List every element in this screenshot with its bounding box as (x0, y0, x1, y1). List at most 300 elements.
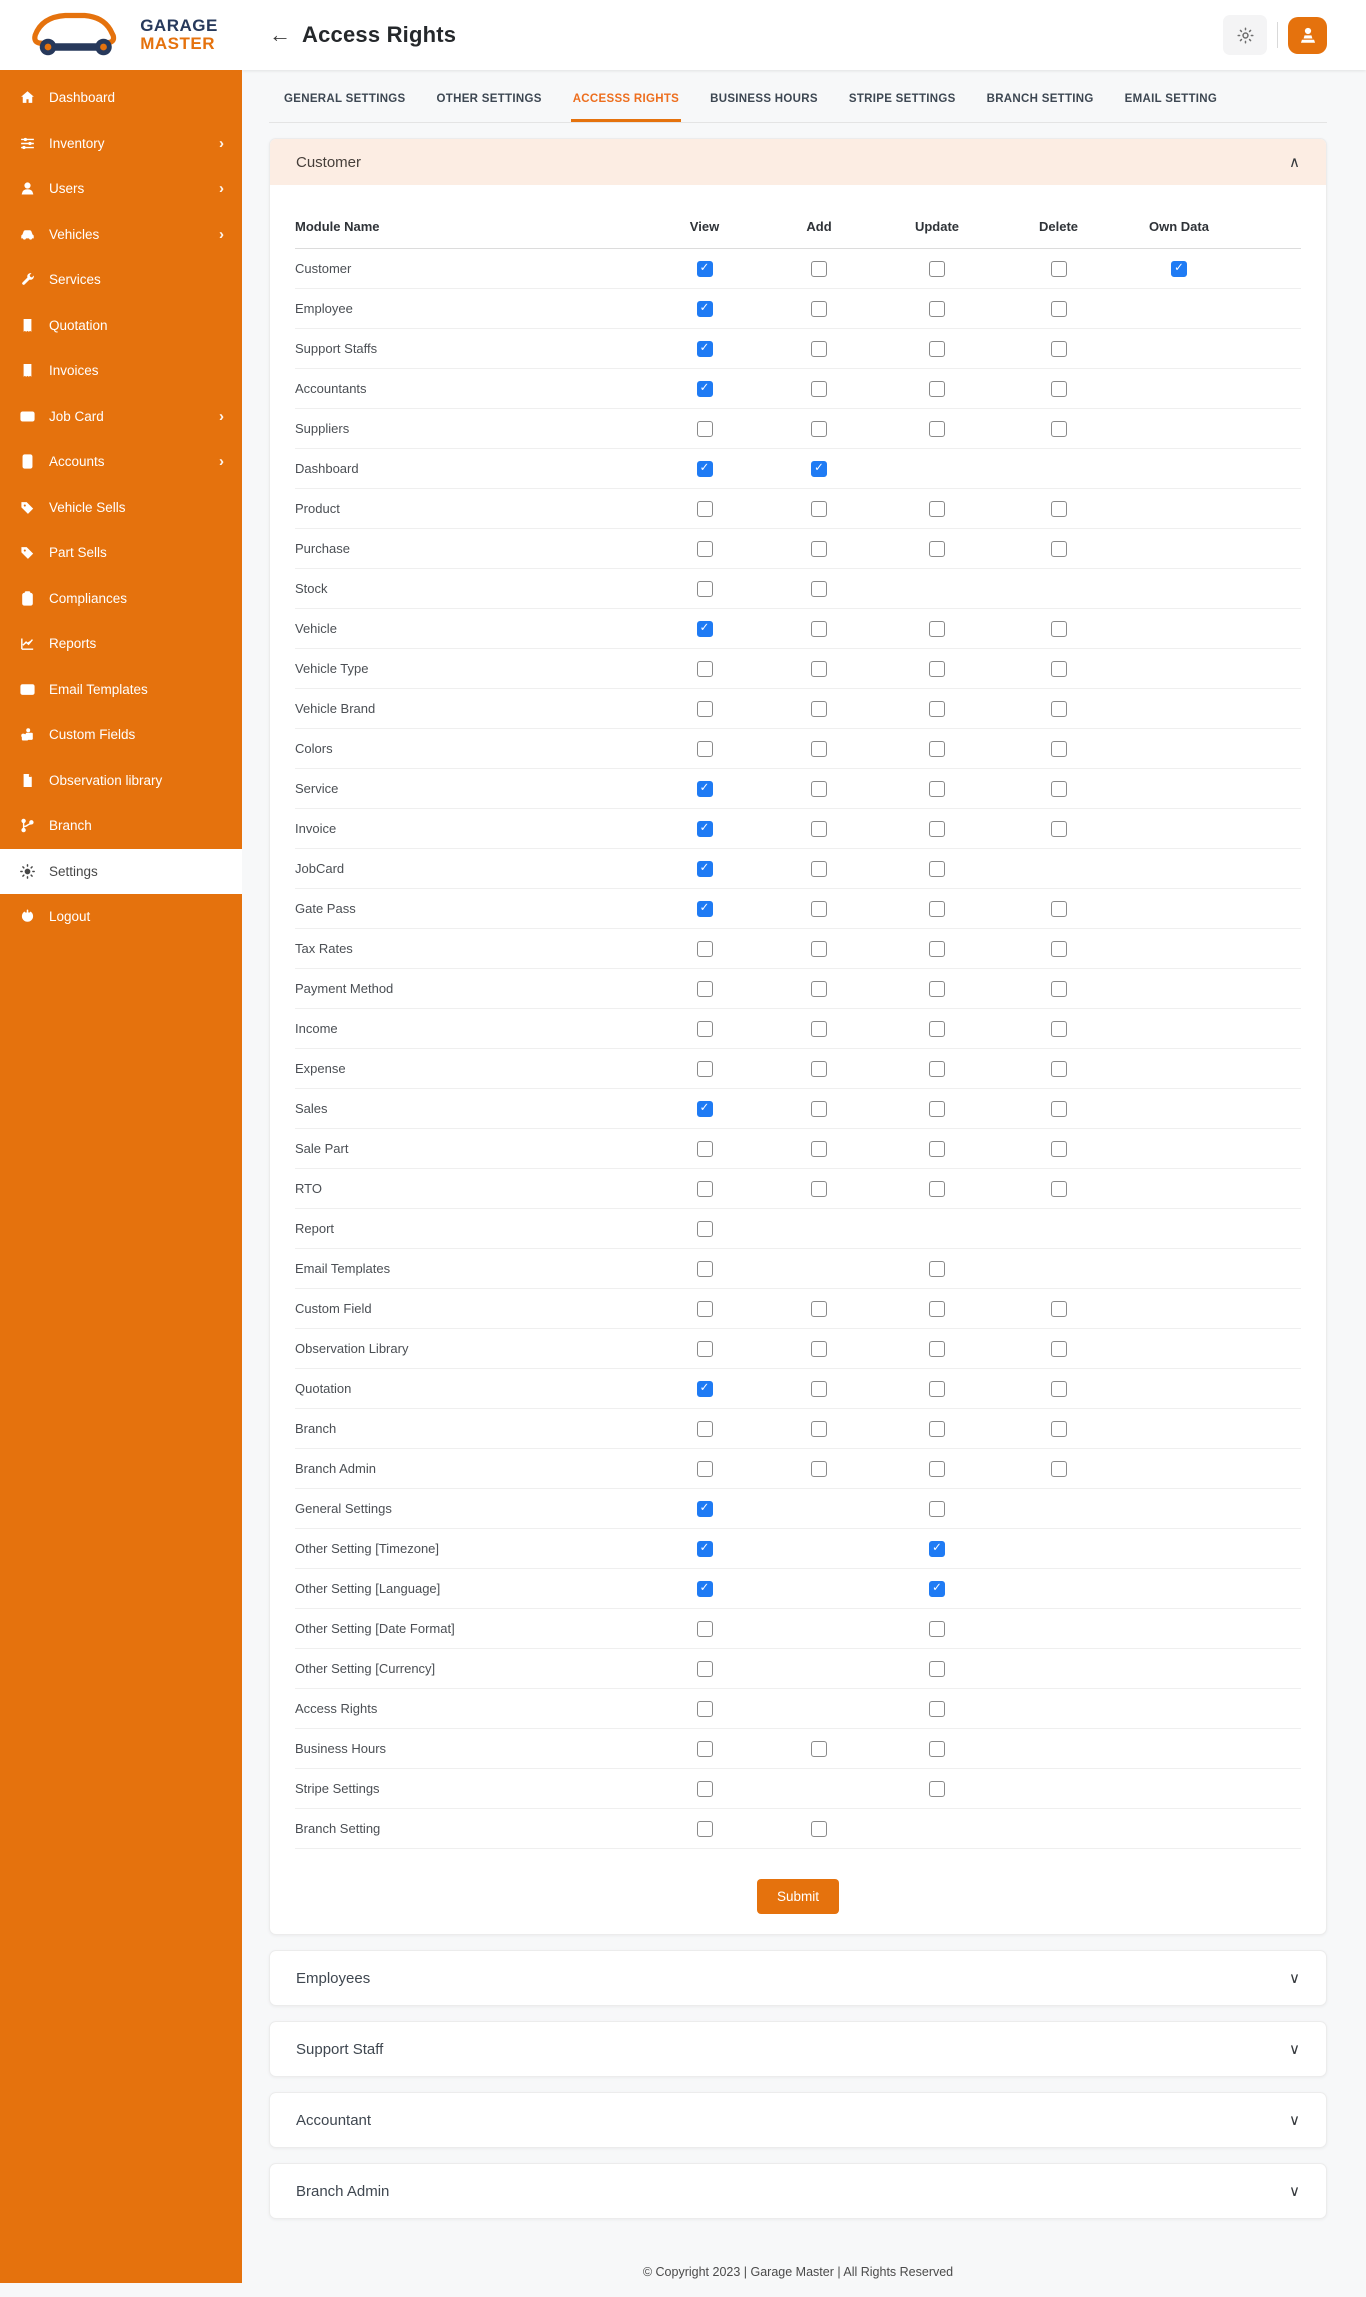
checkbox-add[interactable] (811, 301, 827, 317)
tab-business-hours[interactable]: BUSINESS HOURS (710, 93, 818, 105)
checkbox-view[interactable] (697, 1661, 713, 1677)
cell-view (647, 461, 762, 477)
checkbox-delete[interactable] (1051, 1141, 1067, 1157)
cell-update (876, 701, 998, 717)
cell-update (876, 341, 998, 357)
checkbox-delete[interactable] (1051, 541, 1067, 557)
chevron-down-icon: ∨ (1289, 1970, 1300, 1987)
sidebar-item-part-sells[interactable] (0, 530, 242, 576)
table-row-custom-field (295, 1289, 1301, 1329)
checkbox-update[interactable] (929, 981, 945, 997)
doc-icon (18, 771, 36, 789)
checkbox-delete[interactable] (1051, 941, 1067, 957)
checkbox-delete[interactable] (1051, 421, 1067, 437)
sidebar-item-email-templates[interactable] (0, 667, 242, 713)
checkbox-view[interactable] (697, 1741, 713, 1757)
checkbox-add[interactable] (811, 821, 827, 837)
cell-update (876, 1541, 998, 1557)
cell-update (876, 1301, 998, 1317)
sidebar-item-invoices[interactable] (0, 348, 242, 394)
table-row-jobcard (295, 849, 1301, 889)
cell-view (647, 421, 762, 437)
checkbox-view[interactable]: ✓ (697, 1581, 713, 1597)
checkbox-add[interactable] (811, 261, 827, 277)
cell-add (762, 781, 876, 797)
module-name: Other Setting [Timezone] (295, 1541, 440, 1556)
topbar (242, 0, 1366, 70)
table-row-stock (295, 569, 1301, 609)
accordion-title: Branch Admin (296, 2182, 390, 2200)
cell-update (876, 901, 998, 917)
checkbox-update[interactable] (929, 1061, 945, 1077)
checkbox-update[interactable] (929, 301, 945, 317)
checkbox-view[interactable] (697, 1821, 713, 1837)
table-row-vehicle-type (295, 649, 1301, 689)
settings-gear-button[interactable] (1223, 15, 1267, 55)
module-name: Support Staffs (295, 341, 378, 356)
checkbox-update[interactable] (929, 1741, 945, 1757)
sidebar-item-custom-fields[interactable] (0, 712, 242, 758)
cell-update (876, 261, 998, 277)
sidebar-item-observation-library[interactable] (0, 758, 242, 804)
checkbox-update[interactable] (929, 701, 945, 717)
table-row-branch (295, 1409, 1301, 1449)
checkbox-delete[interactable] (1051, 661, 1067, 677)
checkbox-view[interactable] (697, 1621, 713, 1637)
checkbox-update[interactable] (929, 1341, 945, 1357)
footer (269, 2265, 1327, 2297)
cell-view (647, 1261, 762, 1277)
checkbox-update[interactable] (929, 421, 945, 437)
sidebar-item-logout[interactable] (0, 894, 242, 940)
checkbox-delete[interactable] (1051, 1341, 1067, 1357)
column-header-add: Add (806, 219, 832, 234)
checkbox-add[interactable] (811, 1381, 827, 1397)
cell-add (762, 301, 876, 317)
cell-view (647, 861, 762, 877)
tab-email-setting[interactable]: EMAIL SETTING (1124, 93, 1218, 105)
cell-add (762, 381, 876, 397)
checkbox-add[interactable] (811, 1421, 827, 1437)
sidebar-item-dashboard[interactable] (0, 75, 242, 121)
checkbox-view[interactable]: ✓ (697, 621, 713, 637)
brand-text (140, 17, 218, 53)
checkbox-delete[interactable] (1051, 381, 1067, 397)
checkbox-add[interactable] (811, 621, 827, 637)
cell-update (876, 1101, 998, 1117)
module-name: Purchase (295, 541, 350, 556)
cell-update (876, 621, 998, 637)
module-name: Other Setting [Currency] (295, 1661, 436, 1676)
cell-delete (998, 741, 1119, 757)
checkbox-add[interactable] (811, 541, 827, 557)
sidebar-item-settings[interactable] (0, 849, 242, 895)
checkbox-view[interactable]: ✓ (697, 781, 713, 797)
checkbox-delete[interactable] (1051, 1101, 1067, 1117)
checkbox-view[interactable]: ✓ (697, 301, 713, 317)
checkbox-add[interactable]: ✓ (811, 461, 827, 477)
cell-delete (998, 1341, 1119, 1357)
checkbox-view[interactable] (697, 941, 713, 957)
module-name: Business Hours (295, 1741, 387, 1756)
cell-add (762, 901, 876, 917)
module-name: Other Setting [Language] (295, 1581, 441, 1596)
module-name: Sale Part (295, 1141, 349, 1156)
module-name: Vehicle (295, 621, 337, 636)
cell-delete (998, 1061, 1119, 1077)
checkbox-view[interactable] (697, 981, 713, 997)
checkbox-update[interactable] (929, 501, 945, 517)
cell-update (876, 381, 998, 397)
checkbox-view[interactable] (697, 421, 713, 437)
checkbox-update[interactable] (929, 1101, 945, 1117)
sidebar-item-users[interactable] (0, 166, 242, 212)
checkbox-update[interactable]: ✓ (929, 1541, 945, 1557)
tab-branch-setting[interactable]: BRANCH SETTING (986, 93, 1094, 105)
checkbox-view[interactable] (697, 581, 713, 597)
cell-update (876, 1621, 998, 1637)
sidebar-item-label: Job Card (49, 408, 104, 424)
cell-delete (998, 541, 1119, 557)
checkbox-view[interactable]: ✓ (697, 1381, 713, 1397)
checkbox-view[interactable]: ✓ (697, 1541, 713, 1557)
sliders-icon (18, 134, 36, 152)
checkbox-delete[interactable] (1051, 781, 1067, 797)
tab-general-settings[interactable]: GENERAL SETTINGS (284, 93, 406, 105)
checkbox-add[interactable] (811, 1341, 827, 1357)
checkbox-view[interactable] (697, 1781, 713, 1797)
chevron-up-icon: ∧ (1289, 154, 1300, 171)
checkbox-update[interactable] (929, 1381, 945, 1397)
cell-update (876, 1781, 998, 1797)
chevron-down-icon: ∨ (1289, 2183, 1300, 2200)
checkbox-delete[interactable] (1051, 341, 1067, 357)
chevron-right-icon: › (219, 134, 224, 152)
checkbox-view[interactable]: ✓ (697, 381, 713, 397)
checkbox-add[interactable] (811, 861, 827, 877)
submit-button[interactable]: Submit (757, 1879, 839, 1914)
sidebar-item-label: Settings (49, 863, 98, 879)
checkbox-update[interactable] (929, 1021, 945, 1037)
table-row-access-rights (295, 1689, 1301, 1729)
checkbox-view[interactable]: ✓ (697, 461, 713, 477)
cell-update (876, 741, 998, 757)
table-row-gate-pass (295, 889, 1301, 929)
checkbox-add[interactable] (811, 501, 827, 517)
checkbox-update[interactable] (929, 621, 945, 637)
collapsed-accordions (269, 1950, 1327, 2219)
checkbox-update[interactable] (929, 861, 945, 877)
sidebar-item-branch[interactable] (0, 803, 242, 849)
checkbox-update[interactable] (929, 821, 945, 837)
cell-add (762, 1461, 876, 1477)
cell-update (876, 1341, 998, 1357)
sidebar-item-services[interactable] (0, 257, 242, 303)
sidebar-item-accounts[interactable] (0, 439, 242, 485)
checkbox-add[interactable] (811, 1821, 827, 1837)
checkbox-add[interactable] (811, 1301, 827, 1317)
sidebar-item-label: Users (49, 181, 85, 197)
checkbox-delete[interactable] (1051, 1461, 1067, 1477)
checkbox-add[interactable] (811, 421, 827, 437)
checkbox-delete[interactable] (1051, 981, 1067, 997)
user-icon (18, 180, 36, 198)
cell-view (647, 1421, 762, 1437)
sidebar-item-label: Email Templates (49, 681, 148, 697)
checkbox-update[interactable] (929, 541, 945, 557)
checkbox-add[interactable] (811, 1141, 827, 1157)
checkbox-update[interactable] (929, 261, 945, 277)
checkbox-view[interactable] (697, 541, 713, 557)
checkbox-delete[interactable] (1051, 1301, 1067, 1317)
checkbox-delete[interactable] (1051, 261, 1067, 277)
cell-delete (998, 621, 1119, 637)
tab-other-settings[interactable]: OTHER SETTINGS (436, 93, 542, 105)
sidebar-item-compliances[interactable] (0, 576, 242, 622)
checkbox-view[interactable]: ✓ (697, 261, 713, 277)
checkbox-add[interactable] (811, 901, 827, 917)
tab-stripe-settings[interactable]: STRIPE SETTINGS (848, 93, 956, 105)
cell-add (762, 461, 876, 477)
sidebar-item-inventory[interactable] (0, 121, 242, 167)
gear-icon (1236, 26, 1255, 45)
checkbox-update[interactable] (929, 1141, 945, 1157)
sidebar-item-vehicle-sells[interactable] (0, 485, 242, 531)
sidebar-item-job-card[interactable] (0, 394, 242, 440)
cell-delete (998, 1141, 1119, 1157)
column-header-delete: Delete (1038, 219, 1079, 234)
module-name: Tax Rates (295, 941, 353, 956)
car-icon (18, 225, 36, 243)
checkbox-view[interactable] (697, 741, 713, 757)
module-name: Income (295, 1021, 338, 1036)
cell-view (647, 541, 762, 557)
cell-view (647, 1101, 762, 1117)
checkbox-update[interactable] (929, 1421, 945, 1437)
checkbox-update[interactable] (929, 1621, 945, 1637)
checkbox-view[interactable]: ✓ (697, 1101, 713, 1117)
checkbox-delete[interactable] (1051, 901, 1067, 917)
cell-update (876, 1581, 998, 1597)
cell-update (876, 1461, 998, 1477)
sidebar-item-label: Logout (49, 909, 91, 925)
module-name: Stripe Settings (295, 1781, 380, 1796)
module-name: Observation Library (295, 1341, 409, 1356)
modules-table (270, 185, 1326, 1865)
checkbox-update[interactable] (929, 781, 945, 797)
checkbox-delete[interactable] (1051, 1181, 1067, 1197)
module-name: Custom Field (295, 1301, 372, 1316)
checkbox-delete[interactable] (1051, 1421, 1067, 1437)
column-header-module-name: Module Name (295, 219, 380, 234)
checkbox-update[interactable] (929, 1461, 945, 1477)
checkbox-view[interactable]: ✓ (697, 901, 713, 917)
module-name: RTO (295, 1181, 322, 1196)
checkbox-add[interactable] (811, 1461, 827, 1477)
checkbox-add[interactable] (811, 1181, 827, 1197)
checkbox-update[interactable] (929, 901, 945, 917)
checkbox-update[interactable] (929, 1781, 945, 1797)
checkbox-view[interactable] (697, 1181, 713, 1197)
tab-accesss-rights[interactable]: ACCESSS RIGHTS (571, 87, 681, 122)
sidebar-item-label: Branch (49, 818, 92, 834)
checkbox-view[interactable] (697, 1221, 713, 1237)
cell-view (647, 1181, 762, 1197)
cell-view (647, 621, 762, 637)
table-row-quotation (295, 1369, 1301, 1409)
checkbox-add[interactable] (811, 1101, 827, 1117)
cell-delete (998, 821, 1119, 837)
checkbox-add[interactable] (811, 1741, 827, 1757)
checkbox-view[interactable] (697, 1021, 713, 1037)
cell-view (647, 1541, 762, 1557)
checkbox-view[interactable]: ✓ (697, 821, 713, 837)
copyright-text: © Copyright 2023 | Garage Master | All Rights Reserved (642, 2265, 954, 2279)
checkbox-view[interactable] (697, 1141, 713, 1157)
module-name: Other Setting [Date Format] (295, 1621, 455, 1636)
cell-view (647, 1061, 762, 1077)
checkbox-view[interactable] (697, 1341, 713, 1357)
checkbox-delete[interactable] (1051, 501, 1067, 517)
cell-delete (998, 381, 1119, 397)
checkbox-delete[interactable] (1051, 741, 1067, 757)
checkbox-view[interactable] (697, 501, 713, 517)
checkbox-update[interactable] (929, 1501, 945, 1517)
checkbox-add[interactable] (811, 661, 827, 677)
sidebar-item-quotation[interactable] (0, 303, 242, 349)
checkbox-view[interactable] (697, 1461, 713, 1477)
checkbox-add[interactable] (811, 741, 827, 757)
column-header-view: View (689, 219, 720, 234)
table-row-other-setting-timezone (295, 1529, 1301, 1569)
cell-view (647, 941, 762, 957)
checkbox-add[interactable] (811, 1021, 827, 1037)
cell-view (647, 341, 762, 357)
checkbox-update[interactable] (929, 341, 945, 357)
checkbox-delete[interactable] (1051, 621, 1067, 637)
checkbox-delete[interactable] (1051, 821, 1067, 837)
table-row-tax-rates (295, 929, 1301, 969)
chevron-down-icon: ∨ (1289, 2112, 1300, 2129)
checkbox-add[interactable] (811, 701, 827, 717)
checkbox-view[interactable]: ✓ (697, 341, 713, 357)
checkbox-update[interactable] (929, 1181, 945, 1197)
checkbox-delete[interactable] (1051, 1381, 1067, 1397)
cell-delete (998, 1461, 1119, 1477)
checkbox-add[interactable] (811, 941, 827, 957)
back-arrow-icon[interactable]: ← (269, 22, 291, 47)
checkbox-view[interactable]: ✓ (697, 861, 713, 877)
checkbox-add[interactable] (811, 1061, 827, 1077)
cell-update (876, 1661, 998, 1677)
cell-add (762, 861, 876, 877)
cell-delete (998, 1421, 1119, 1437)
checkbox-update[interactable] (929, 661, 945, 677)
checkbox-view[interactable] (697, 1701, 713, 1717)
checkbox-add[interactable] (811, 981, 827, 997)
cell-add (762, 821, 876, 837)
cell-view (647, 1381, 762, 1397)
accordion-header-employees[interactable] (270, 1951, 1326, 2005)
checkbox-update[interactable]: ✓ (929, 1581, 945, 1597)
user-avatar-button[interactable] (1288, 17, 1327, 54)
cell-update (876, 1501, 998, 1517)
sidebar-item-label: Reports (49, 636, 97, 652)
app-logo[interactable] (0, 0, 242, 70)
checkbox-update[interactable] (929, 741, 945, 757)
checkbox-update[interactable] (929, 1301, 945, 1317)
checkbox-view[interactable] (697, 661, 713, 677)
tag-icon (18, 498, 36, 516)
checkbox-delete[interactable] (1051, 701, 1067, 717)
checkbox-own-data[interactable]: ✓ (1171, 261, 1187, 277)
checkbox-update[interactable] (929, 941, 945, 957)
checkbox-view[interactable] (697, 1061, 713, 1077)
brand-line2: MASTER (140, 34, 215, 53)
cell-add (762, 1021, 876, 1037)
checkbox-delete[interactable] (1051, 1021, 1067, 1037)
module-name: Vehicle Type (295, 661, 369, 676)
accordion-branch-admin (269, 2163, 1327, 2219)
table-row-accountants (295, 369, 1301, 409)
cell-delete (998, 901, 1119, 917)
checkbox-add[interactable] (811, 341, 827, 357)
module-name: Product (295, 501, 340, 516)
table-row-business-hours (295, 1729, 1301, 1769)
checkbox-update[interactable] (929, 1701, 945, 1717)
cell-view (647, 1821, 762, 1837)
sidebar-item-vehicles[interactable] (0, 212, 242, 258)
checkbox-view[interactable] (697, 1261, 713, 1277)
cell-view (647, 1021, 762, 1037)
module-name: Vehicle Brand (295, 701, 376, 716)
checkbox-add[interactable] (811, 781, 827, 797)
sidebar-item-label: Dashboard (49, 90, 116, 106)
table-row-sale-part (295, 1129, 1301, 1169)
table-row-rto (295, 1169, 1301, 1209)
sidebar-item-reports[interactable] (0, 621, 242, 667)
module-name: Suppliers (295, 421, 350, 436)
module-name: Branch (295, 1421, 337, 1436)
cell-add (762, 621, 876, 637)
cell-view (647, 1581, 762, 1597)
accordion-title: Customer (296, 153, 362, 171)
checkbox-update[interactable] (929, 1661, 945, 1677)
checkbox-view[interactable]: ✓ (697, 1501, 713, 1517)
checkbox-add[interactable] (811, 381, 827, 397)
cell-view (647, 821, 762, 837)
checkbox-delete[interactable] (1051, 1061, 1067, 1077)
checkbox-delete[interactable] (1051, 301, 1067, 317)
checkbox-add[interactable] (811, 581, 827, 597)
checkbox-view[interactable] (697, 1301, 713, 1317)
accordion-header-accountant[interactable] (270, 2093, 1326, 2147)
checkbox-view[interactable] (697, 701, 713, 717)
cell-delete (998, 301, 1119, 317)
table-row-colors (295, 729, 1301, 769)
accordion-header-support-staff[interactable] (270, 2022, 1326, 2076)
cell-view (647, 1501, 762, 1517)
accordion-header-customer[interactable] (270, 139, 1326, 185)
cell-add (762, 1381, 876, 1397)
accordion-header-branch-admin[interactable] (270, 2164, 1326, 2218)
checkbox-update[interactable] (929, 1261, 945, 1277)
cell-view (647, 781, 762, 797)
cell-update (876, 781, 998, 797)
cell-update (876, 1021, 998, 1037)
checkbox-view[interactable] (697, 1421, 713, 1437)
checkbox-update[interactable] (929, 381, 945, 397)
